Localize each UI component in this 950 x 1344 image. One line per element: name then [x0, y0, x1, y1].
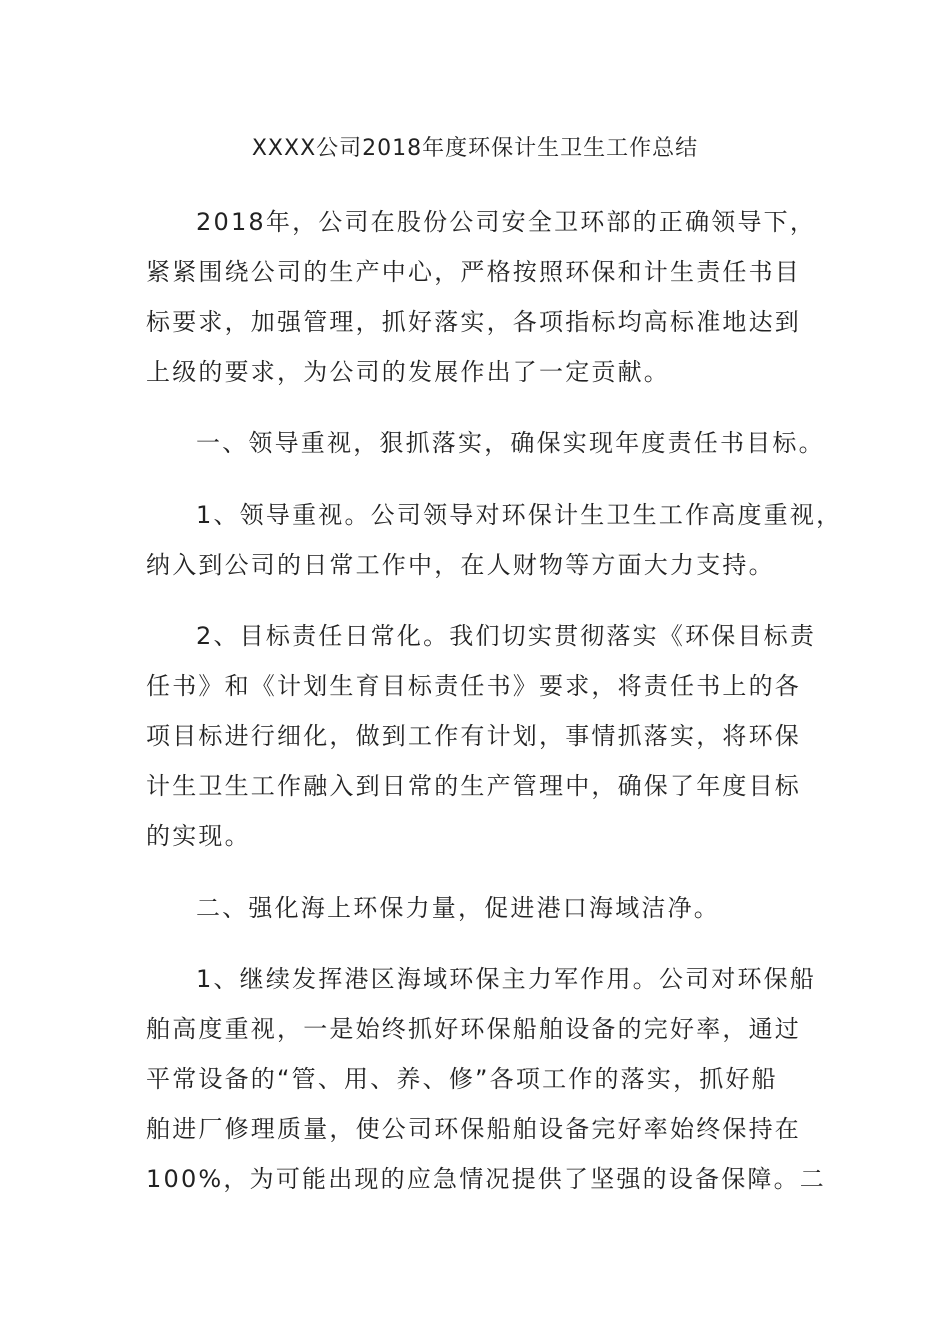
- paragraph-4-line-1: 2、目标责任日常化。我们切实贯彻落实《环保目标责: [196, 622, 817, 650]
- paragraph-3-line-1: 1、领导重视。公司领导对环保计生卫生工作高度重视，: [196, 501, 843, 529]
- paragraph-4-line-3: 项目标进行细化，做到工作有计划，事情抓落实，将环保: [146, 722, 801, 750]
- paragraph-4-line-5: 的实现。: [146, 822, 251, 850]
- paragraph-6-line-5: 100%，为可能出现的应急情况提供了坚强的设备保障。二: [146, 1165, 827, 1193]
- paragraph-6-line-4: 舶进厂修理质量，使公司环保船舶设备完好率始终保持在: [146, 1115, 801, 1143]
- paragraph-1-line-2: 紧紧围绕公司的生产中心，严格按照环保和计生责任书目: [146, 258, 801, 286]
- paragraph-4-line-4: 计生卫生工作融入到日常的生产管理中，确保了年度目标: [146, 772, 801, 800]
- paragraph-6-line-2: 舶高度重视，一是始终抓好环保船舶设备的完好率，通过: [146, 1015, 801, 1043]
- paragraph-1-line-1: 2018年，公司在股份公司安全卫环部的正确领导下，: [196, 208, 817, 236]
- document-title: XXXX公司2018年度环保计生卫生工作总结: [251, 136, 699, 161]
- section-heading-2: 二、强化海上环保力量，促进港口海域洁净。: [196, 894, 720, 922]
- section-heading-1: 一、领导重视，狠抓落实，确保实现年度责任书目标。: [196, 429, 825, 457]
- paragraph-6-line-1: 1、继续发挥港区海域环保主力军作用。公司对环保船: [196, 965, 817, 993]
- paragraph-1-line-3: 标要求，加强管理，抓好落实，各项指标均高标准地达到: [146, 308, 801, 336]
- paragraph-4-line-2: 任书》和《计划生育目标责任书》要求，将责任书上的各: [146, 672, 801, 700]
- paragraph-3-line-2: 纳入到公司的日常工作中，在人财物等方面大力支持。: [146, 551, 775, 579]
- paragraph-1-line-4: 上级的要求，为公司的发展作出了一定贡献。: [146, 358, 670, 386]
- paragraph-6-line-3: 平常设备的“管、用、养、修”各项工作的落实，抓好船: [146, 1065, 778, 1093]
